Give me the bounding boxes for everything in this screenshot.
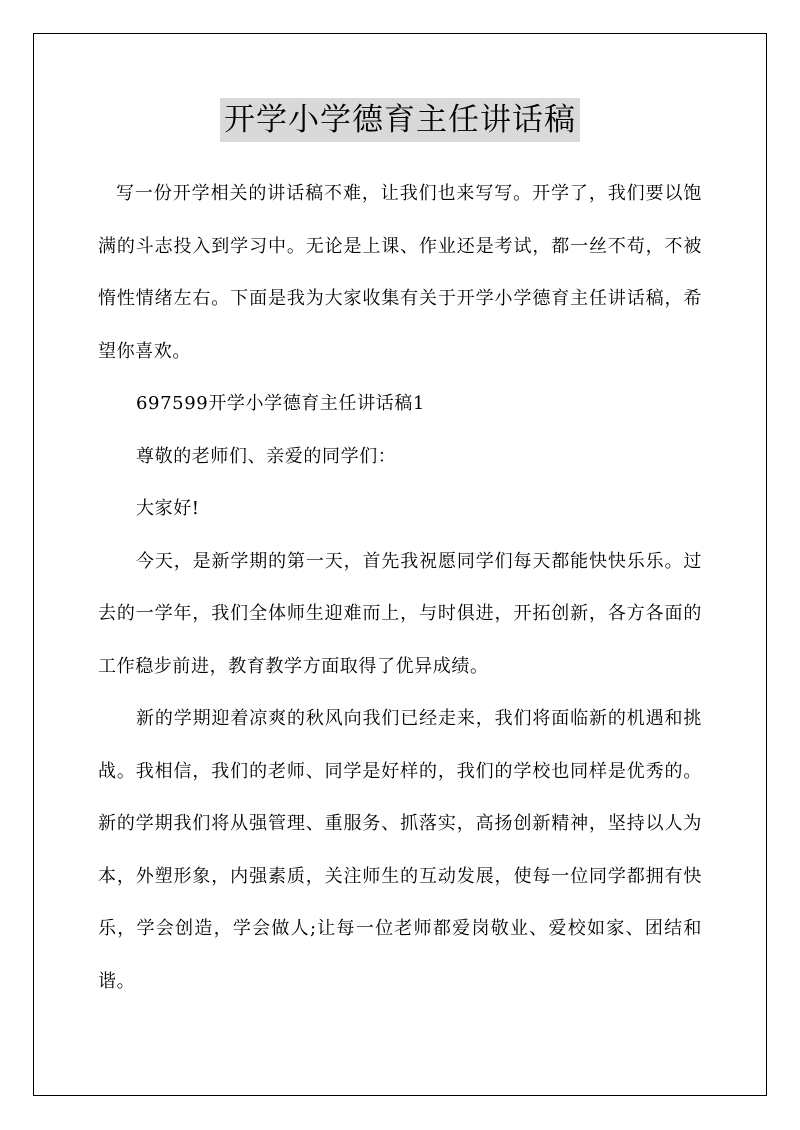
salutation: 尊敬的老师们、亲爱的同学们： <box>136 445 397 467</box>
document-title: 开学小学德育主任讲话稿 <box>220 98 580 142</box>
greeting: 大家好! <box>136 498 200 519</box>
document-title-heading <box>0 98 800 142</box>
section-heading: 697599开学小学德育主任讲话稿1 <box>136 393 425 414</box>
body-paragraph: 今天，是新学期的第一天，首先我祝愿同学们每天都能快快乐乐。过去的一学年，我们全体师生迎难而上，与时俱进，开拓创新，各方各面的工作稳步前进，教育教学方面取得了优异成绩。 <box>98 550 702 677</box>
document-body <box>98 168 702 1008</box>
intro-paragraph: 写一份开学相关的讲话稿不难，让我们也来写写。开学了，我们要以饱满的斗志投入到学习中。无论是上课、作业还是考试，都一丝不苟，不被惰性情绪左右。下面是我为大家收集有关于开学小学德育主任讲话稿，希望你喜欢。 <box>98 183 702 362</box>
body-paragraph: 新的学期迎着凉爽的秋风向我们已经走来，我们将面临新的机遇和挑战。我相信，我们的老师、同学是好样的，我们的学校也同样是优秀的。新的学期我们将从强管理、重服务、抓落实，高扬创新精神，坚持以人为本，外塑形象，内强素质，关注师生的互动发展，使每一位同学都拥有快乐，学会创造，学会做人;让每一位老师都爱岗敬业、爱校如家、团结和谐。 <box>98 708 702 992</box>
